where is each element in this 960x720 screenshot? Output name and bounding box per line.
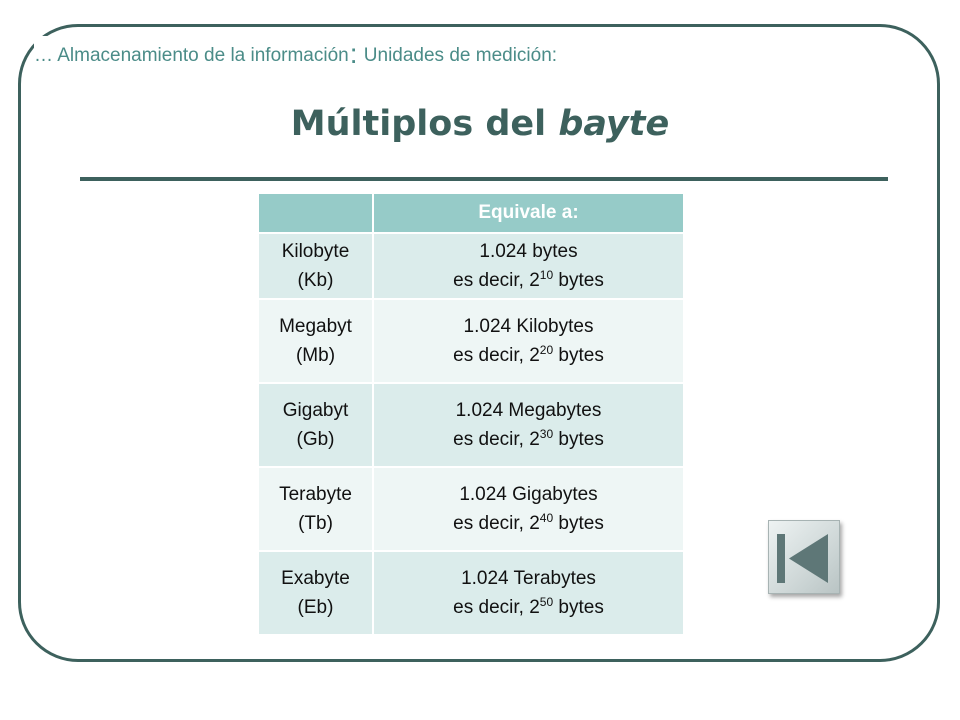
equivalence-suffix: bytes [553,513,604,534]
unit-cell [259,299,373,383]
slide-subtitle [34,36,754,72]
unit-cell [259,383,373,467]
equivalence-value: 1.024 Kilobytes [463,316,594,337]
equivalence-prefix: es decir, 2 [453,270,540,291]
title-main: Múltiplos del [290,104,559,144]
equivalence-cell [373,299,683,383]
table-row [259,467,683,551]
power-exponent: 30 [539,427,554,441]
title-emphasis: bayte [558,104,670,144]
unit-cell [259,551,373,634]
skip-back-icon [769,521,841,595]
back-to-start-button[interactable] [768,520,840,594]
power-exponent: 10 [539,268,554,282]
table-row [259,551,683,634]
equivalence-value: 1.024 Terabytes [461,568,596,589]
unit-abbreviation: (Gb) [296,429,335,450]
unit-abbreviation: (Eb) [297,597,334,618]
equivalence-prefix: es decir, 2 [453,345,540,366]
equivalence-value: 1.024 bytes [479,241,578,262]
slide-title [0,104,960,144]
table-row [259,233,683,299]
unit-name: Exabyte [281,568,350,589]
subtitle-part-1: … Almacenamiento de la información [34,45,349,66]
unit-name: Kilobyte [281,241,350,262]
unit-abbreviation: (Mb) [295,345,336,366]
equivalence-suffix: bytes [553,345,604,366]
unit-name: Megabyt [279,316,352,337]
header-unit-column [259,194,373,233]
byte-multiples-table [259,194,683,634]
unit-abbreviation: (Kb) [297,270,334,291]
power-exponent: 20 [539,343,554,357]
equivalence-prefix: es decir, 2 [453,597,540,618]
unit-cell [259,467,373,551]
equivalence-value: 1.024 Megabytes [455,400,602,421]
equivalence-cell [373,551,683,634]
title-divider [80,177,888,181]
equivalence-suffix: bytes [553,429,604,450]
header-equivalent-column: Equivale a: [373,194,683,233]
unit-name: Gigabyt [282,400,349,421]
equivalence-value: 1.024 Gigabytes [459,484,598,505]
subtitle-colon: : [349,38,358,69]
unit-abbreviation: (Tb) [298,513,333,534]
equivalence-prefix: es decir, 2 [453,513,540,534]
equivalence-suffix: bytes [553,597,604,618]
subtitle-part-2: Unidades de medición: [358,45,558,66]
table-header-row [259,194,683,233]
power-exponent: 50 [539,595,554,609]
table-row [259,383,683,467]
table-row [259,299,683,383]
unit-name: Terabyte [279,484,352,505]
equivalence-cell [373,467,683,551]
equivalence-suffix: bytes [553,270,604,291]
equivalence-prefix: es decir, 2 [453,429,540,450]
equivalence-cell [373,383,683,467]
equivalence-cell [373,233,683,299]
unit-cell [259,233,373,299]
power-exponent: 40 [539,511,554,525]
